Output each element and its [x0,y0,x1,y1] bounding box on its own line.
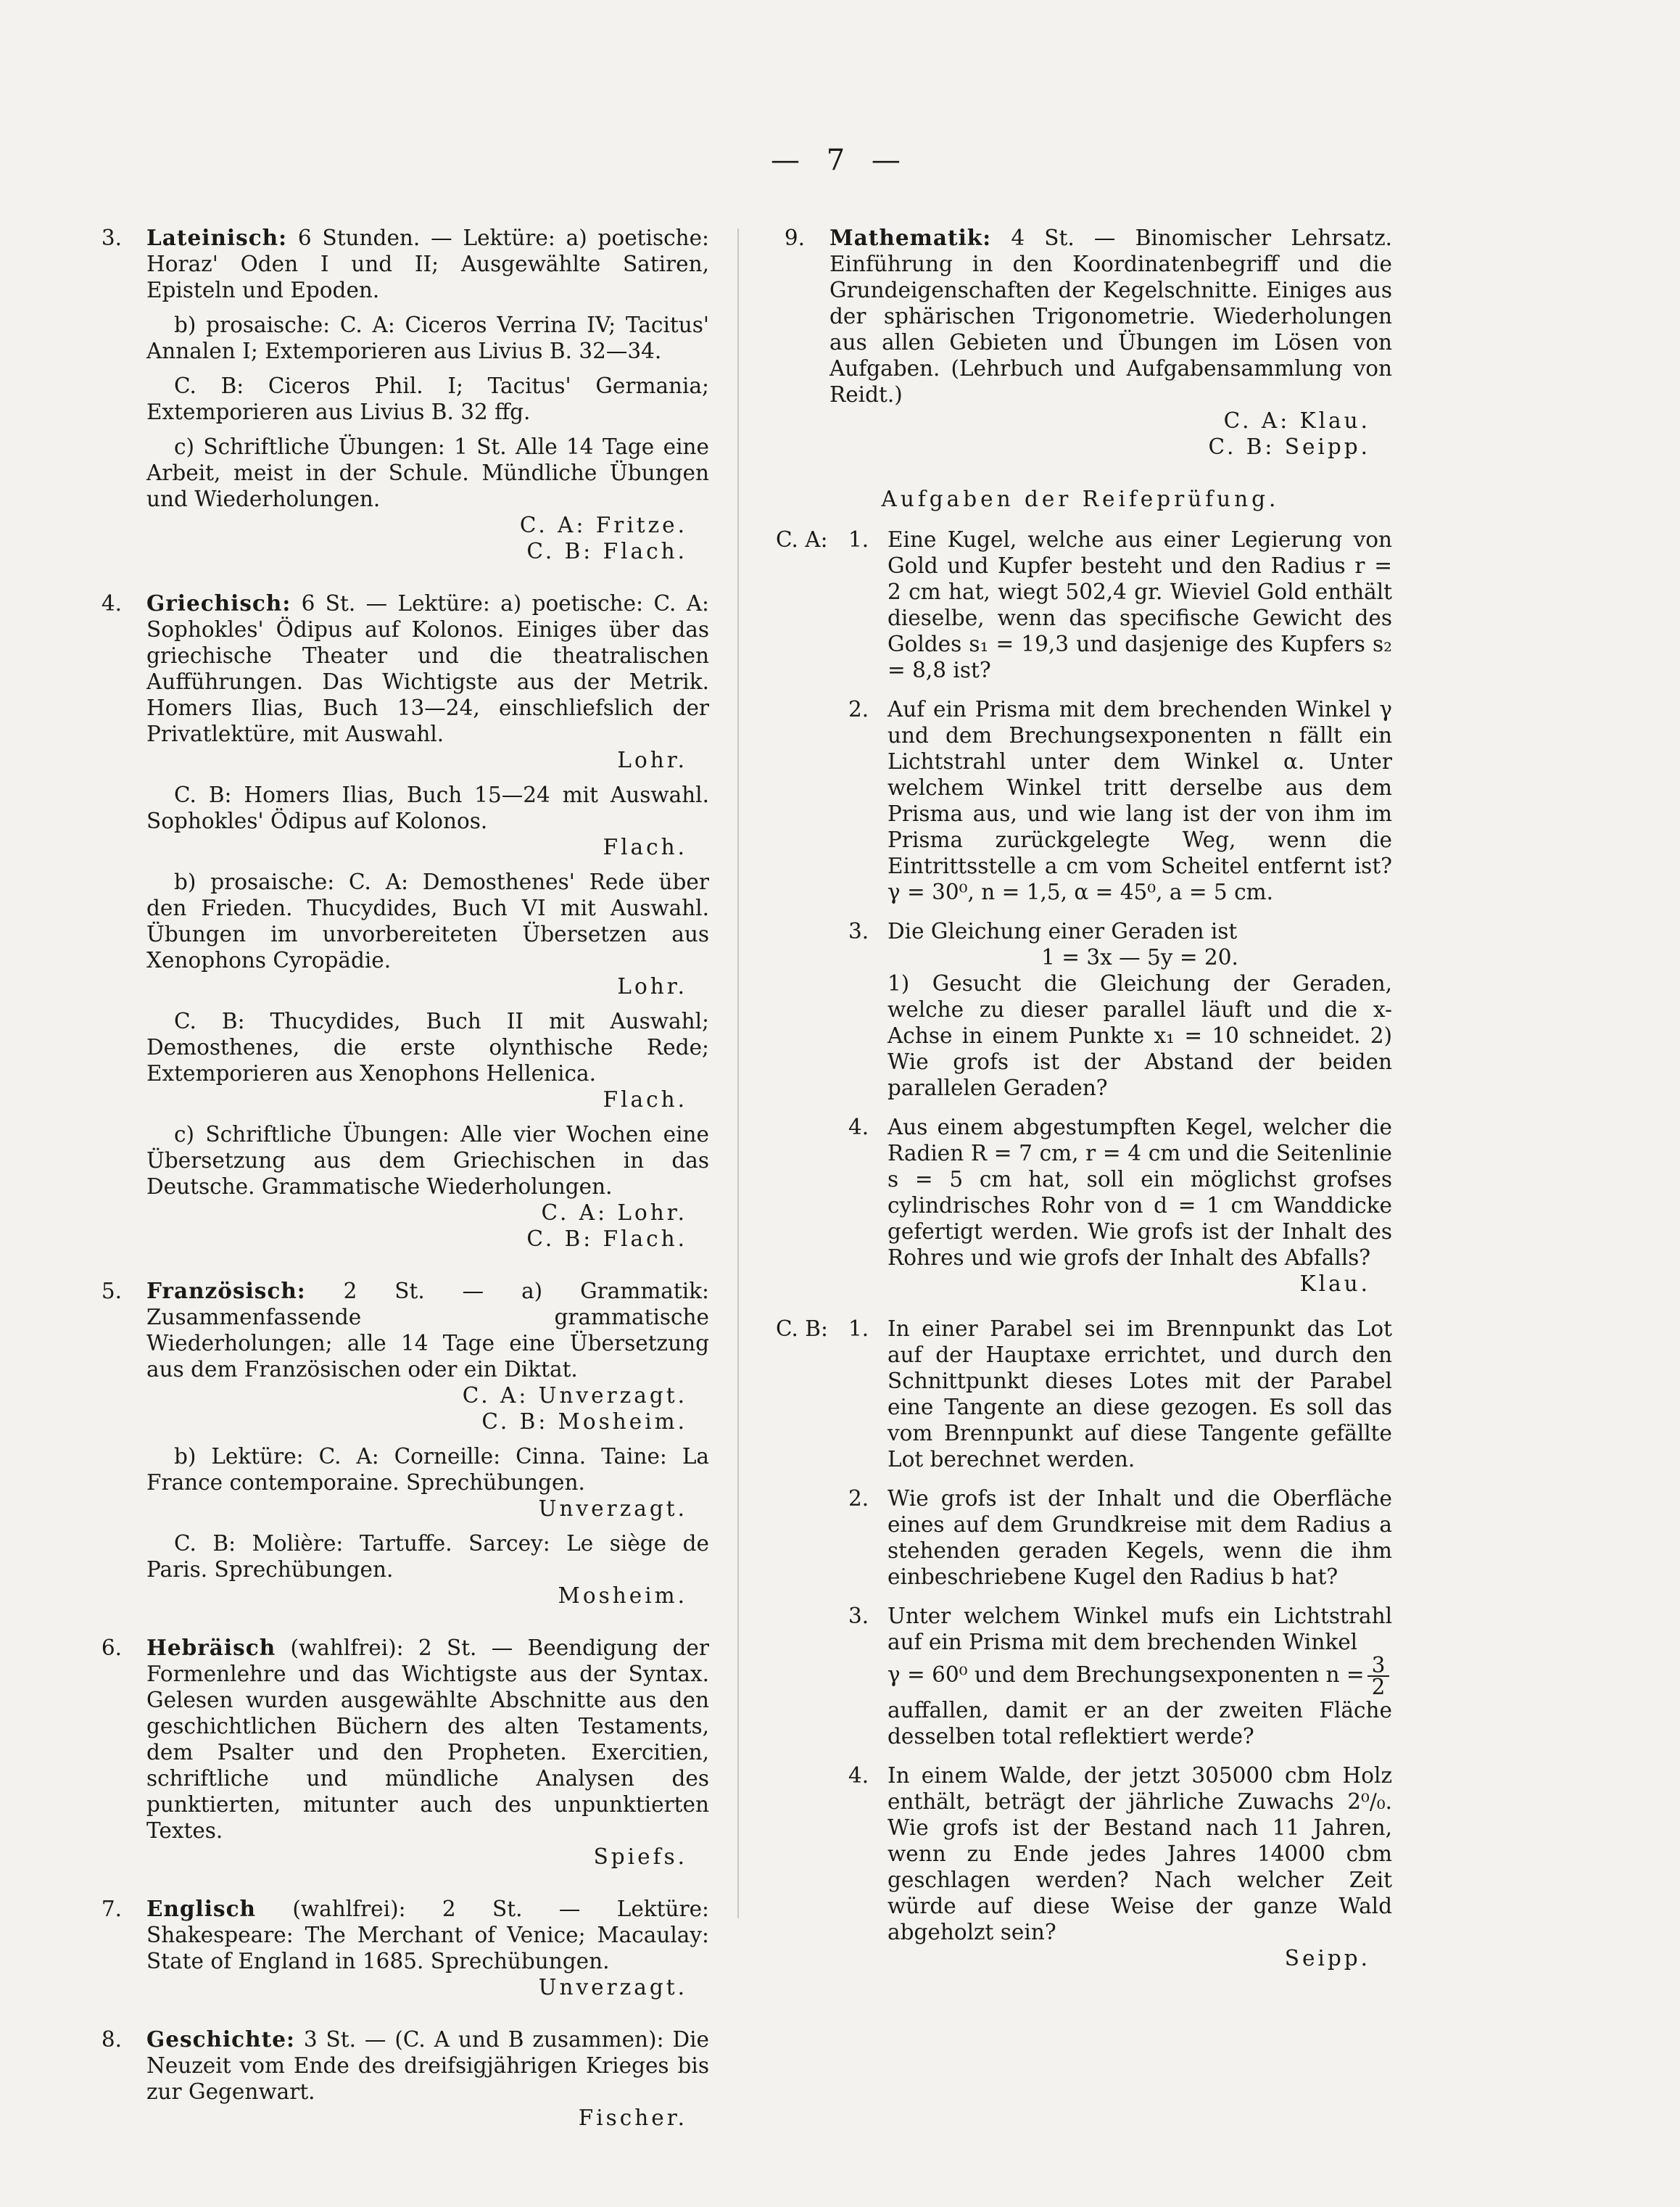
section-number: 6. [101,1635,122,1660]
section-mathematics [769,225,1392,460]
section-number: 3. [101,226,122,250]
section-greek [86,590,709,1252]
section-intro: 3 St. — (C. A und B zusammen): Die Neuzeit vom Ende des dreifsigjährigen Krieges bis zur Gegenwart. [146,2027,709,2104]
equation: 1 = 3x — 5y = 20. [1041,945,1238,970]
exam-task [769,1603,1392,1749]
right-column [769,225,1392,1984]
fraction-denominator: 2 [1367,1675,1390,1697]
paragraph: C. B: Thucydides, Buch II mit Auswahl; Demosthenes, die erste olynthische Rede; Extemporieren aus Xenophons Hellenica. [146,1009,709,1086]
section-intro: 6 St. — Lektüre: a) poetische: C. A: Sophokles' Ödipus auf Kolonos. Einiges über das griechische Theater und die theatralischen Aufführungen. Das Wichtigste aus der Metrik. Homers Ilias, Buch 13—24, einschliefslich der Privatlektüre, mit Auswahl. [146,591,709,746]
task-number: 2. [848,1486,869,1511]
task-text: In einem Walde, der jetzt 305000 cbm Holz enthält, beträgt der jährliche Zuwachs 2⁰/₀. Wie grofs ist der Bestand nach 11 Jahren, wenn zu Ende jedes Jahres 14000 cbm geschlagen werden? Nach welcher Zeit würde auf diese Weise der ganze Wald abgeholzt sein? [887,1763,1392,1944]
section-intro: 2 St. — a) Grammatik: Zusammenfassende grammatische Wiederholungen; alle 14 Tage eine Übersetzung aus dem Französischen oder ein Diktat. [146,1279,709,1382]
section-number: 8. [101,2027,122,2052]
task-text: Die Gleichung einer Geraden ist [887,919,1238,944]
teacher-signature: Lohr. [617,974,687,999]
task-text: Auf ein Prisma mit dem brechenden Winkel γ und dem Brechungsexponenten n fällt ein Lichtstrahl unter dem Winkel α. Unter welchem Winkel tritt derselbe aus dem Prisma aus, und wie lang ist der von ihm im Prisma zurückgelegte Weg, wenn die Eintrittsstelle a cm vom Scheitel entfernt ist? γ = 30⁰, n = 1,5, α = 45⁰, a = 5 cm. [887,697,1392,904]
section-intro: 6 Stunden. — Lektüre: a) poetische: Horaz' Oden I und II; Ausgewählte Satiren, Episteln und Epoden. [146,226,709,302]
task-number: 4. [848,1763,869,1788]
exam-task [769,918,1392,1101]
task-number: 1. [848,527,869,552]
paragraph: C. B: Ciceros Phil. I; Tacitus' Germania; Extemporieren aus Livius B. 32 ffg. [146,374,709,424]
paragraph: c) Schriftliche Übungen: Alle vier Wochen eine Übersetzung aus dem Griechischen in das Deutsche. Grammatische Wiederholungen. [146,1122,709,1199]
teacher-signature: C. B: Flach. [526,539,687,564]
group-label: C. B: [776,1316,828,1341]
section-latin [86,225,709,564]
section-number: 4. [101,591,122,616]
teacher-signature: C. B: Mosheim. [481,1409,687,1434]
teacher-signature: Mosheim. [558,1583,687,1608]
task-number: 3. [848,1604,869,1628]
task-text: In einer Parabel sei im Brennpunkt das Lot auf der Hauptaxe errichtet, und durch den Schnittpunkt dieses Lotes mit der Parabel eine Tangente an diese gezogen. Es soll das vom Brennpunkt auf diese Tangente gefällte Lot berechnet werden. [887,1316,1392,1472]
exam-task [769,1316,1392,1472]
teacher-signature: Flach. [603,835,687,859]
section-french [86,1278,709,1609]
teacher-signature: Fischer. [578,2105,687,2130]
paragraph: c) Schriftliche Übungen: 1 St. Alle 14 Tage eine Arbeit, meist in der Schule. Mündliche Übungen und Wiederholungen. [146,434,709,511]
group-label: C. A: [776,527,828,552]
page-number: — 7 — [771,144,909,177]
subject-title: Englisch [146,1896,256,1921]
task-text: auffallen, damit er an der zweiten Fläche desselben total reflektiert werde? [887,1698,1392,1749]
task-text: Unter welchem Winkel mufs ein Lichtstrahl auf ein Prisma mit dem brechenden Winkel [887,1604,1392,1654]
teacher-signature: C. B: Seipp. [1208,434,1370,459]
section-intro: (wahlfrei): 2 St. — Beendigung der Formenlehre und das Wichtigste aus der Syntax. Gelesen wurden ausgewählte Abschnitte aus den geschichtlichen Büchern des alten Testaments, dem Psalter und den Propheten. Exercitien, schriftliche und mündliche Analysen des punktierten, mitunter auch des unpunktierten Textes. [146,1635,709,1843]
teacher-signature: Seipp. [1284,1946,1370,1971]
task-text: Eine Kugel, welche aus einer Legierung von Gold und Kupfer besteht und den Radius r = 2 cm hat, wiegt 502,4 gr. Wieviel Gold enthält dieselbe, wenn das specifische Gewicht des Goldes s₁ = 19,3 und dasjenige des Kupfers s₂ = 8,8 ist? [887,527,1392,682]
paragraph: b) prosaische: C. A: Ciceros Verrina IV; Tacitus' Annalen I; Extemporieren aus Livius B. 32—34. [146,313,709,363]
section-hebrew [86,1635,709,1870]
section-number: 5. [101,1279,122,1303]
subject-title: Hebräisch [146,1635,276,1660]
task-number: 3. [848,919,869,944]
section-intro: (wahlfrei): 2 St. — Lektüre: Shakespeare: The Merchant of Venice; Macaulay: State of England in 1685. Sprechübungen. [146,1897,709,1973]
teacher-signature: Klau. [1299,1271,1370,1296]
task-number: 4. [848,1115,869,1139]
section-number: 7. [101,1897,122,1921]
section-intro: 4 St. — Binomischer Lehrsatz. Einführung in den Koordinatenbegriff und die Grundeigenschaften der Kegelschnitte. Einiges aus der sphärischen Trigonometrie. Wiederholungen aus allen Gebieten und Übungen im Lösen von Aufgaben. (Lehrbuch und Aufgabensammlung von Reidt.) [829,226,1392,407]
subject-title: Geschichte: [146,2026,295,2052]
exam-task [769,1485,1392,1590]
paragraph: C. B: Molière: Tartuffe. Sarcey: Le siège de Paris. Sprechübungen. [146,1531,709,1582]
teacher-signature: C. A: Fritze. [519,513,687,537]
task-text: Aus einem abgestumpften Kegel, welcher die Radien R = 7 cm, r = 4 cm und die Seitenlinie s = 5 cm hat, soll ein möglichst grofses cylindrisches Rohr von d = 1 cm Wanddicke gefertigt werden. Wie grofs ist der Inhalt des Rohres und wie grofs der Inhalt des Abfalls? [887,1115,1392,1270]
subject-title: Mathematik: [829,225,992,250]
exam-task [769,527,1392,683]
task-text: Wie grofs ist der Inhalt und die Oberfläche eines auf dem Grundkreise mit dem Radius a stehenden geraden Kegels, wenn die ihm einbeschriebene Kugel den Radius b hat? [887,1486,1392,1589]
section-english [86,1896,709,2000]
teacher-signature: Spiefs. [593,1844,687,1869]
left-column [86,225,709,2157]
exam-tasks-heading: Aufgaben der Reifeprüfung. [881,487,1280,511]
subject-title: Französisch: [146,1278,306,1303]
exam-task [769,1762,1392,1971]
column-divider [737,228,739,1918]
paragraph: C. B: Homers Ilias, Buch 15—24 mit Auswahl. Sophokles' Ödipus auf Kolonos. [146,783,709,833]
teacher-signature: Unverzagt. [538,1496,687,1521]
teacher-signature: Lohr. [617,748,687,772]
task-number: 1. [848,1316,869,1341]
section-number: 9. [784,226,805,250]
exam-task [769,1114,1392,1297]
teacher-signature: C. B: Flach. [526,1226,687,1251]
fraction [1367,1655,1390,1697]
subject-title: Griechisch: [146,590,291,616]
task-number: 2. [848,697,869,722]
teacher-signature: C. A: Lohr. [541,1200,687,1225]
exam-task [769,696,1392,905]
teacher-signature: Unverzagt. [538,1975,687,2000]
paragraph: b) Lektüre: C. A: Corneille: Cinna. Taine: La France contemporaine. Sprechübungen. [146,1444,709,1495]
task-text: 1) Gesucht die Gleichung der Geraden, welche zu dieser parallel läuft und die x-Achse in einem Punkte x₁ = 10 schneidet. 2) Wie grofs ist der Abstand der beiden parallelen Geraden? [887,971,1392,1100]
teacher-signature: C. A: Unverzagt. [462,1383,687,1408]
teacher-signature: C. A: Klau. [1223,408,1370,433]
paragraph: b) prosaische: C. A: Demosthenes' Rede über den Frieden. Thucydides, Buch VI mit Auswahl. Übungen im unvorbereiteten Übersetzen aus Xenophons Cyropädie. [146,870,709,973]
subject-title: Lateinisch: [146,225,288,250]
section-history [86,2026,709,2131]
equation-line [887,1655,1392,1697]
fraction-numerator: 3 [1371,1653,1386,1678]
teacher-signature: Flach. [603,1087,687,1112]
equation: γ = 60⁰ und dem Brechungsexponenten n = [887,1662,1365,1687]
